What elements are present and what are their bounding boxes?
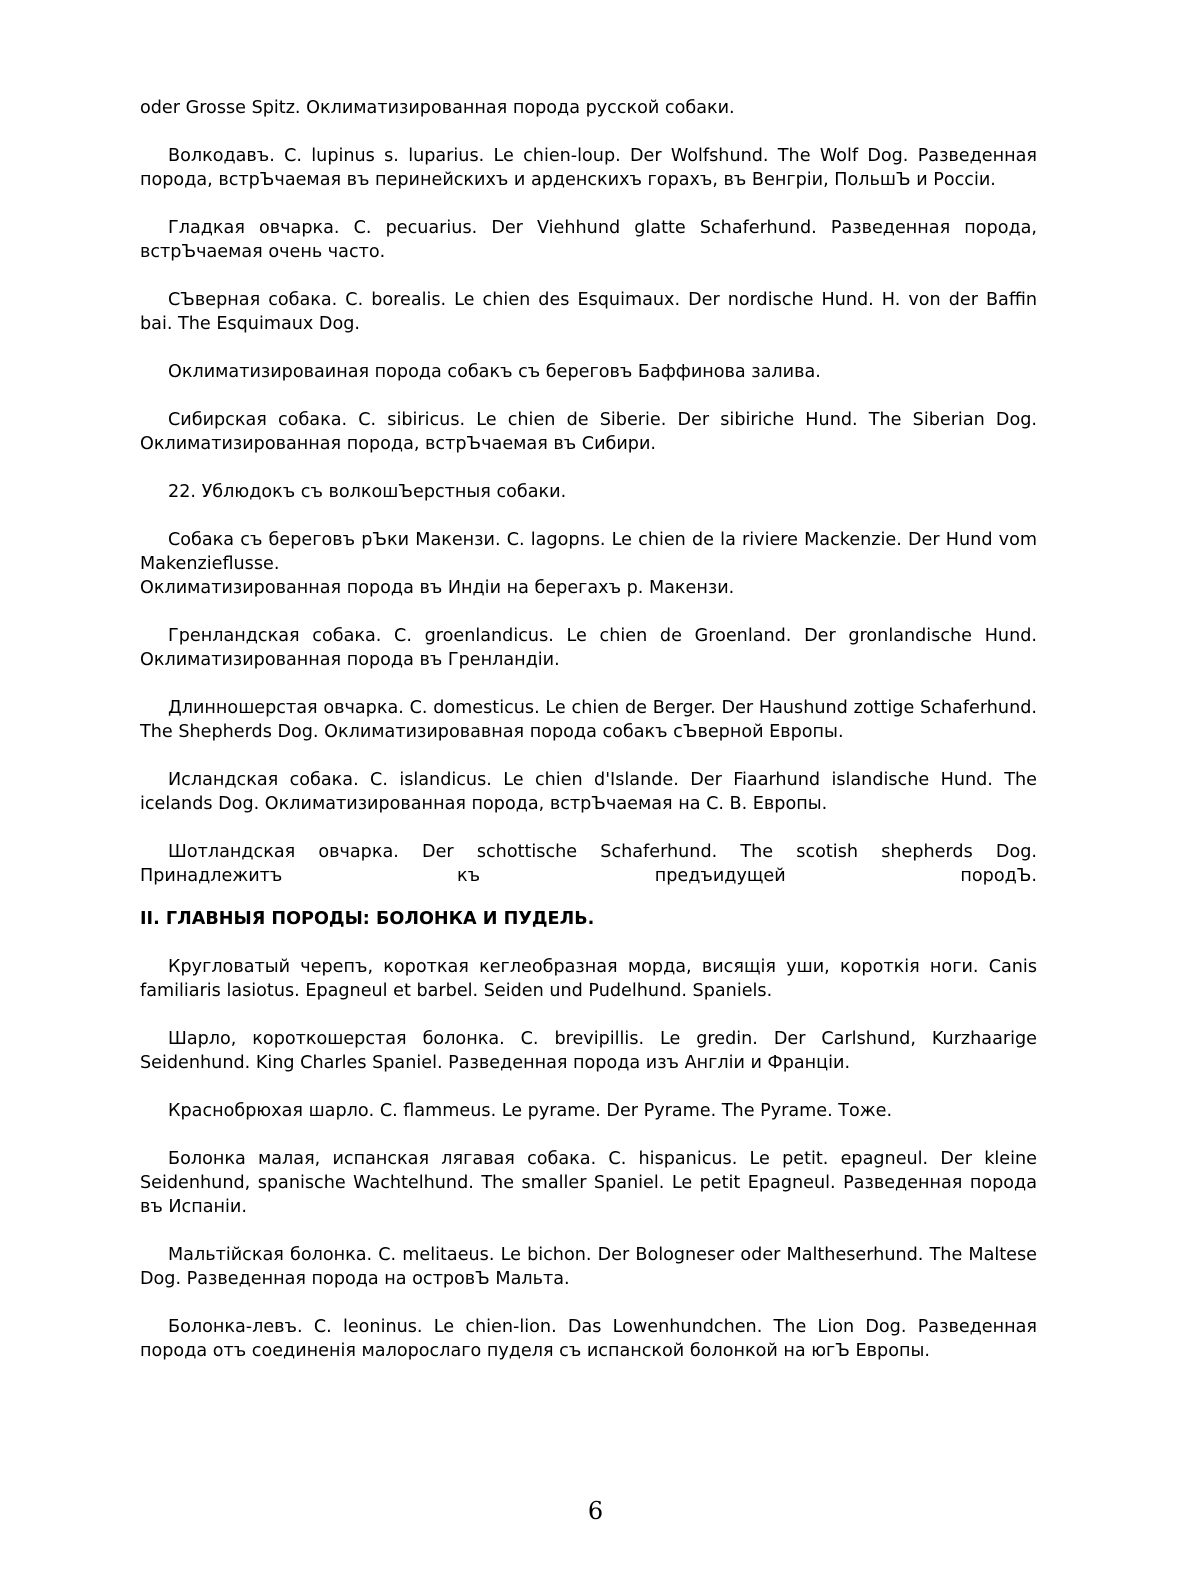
paragraph-baffin-breed: Оклиматизироваиная порода собакъ съ береговъ Баффинова залива.: [168, 362, 821, 382]
paragraph-iceland-dog: Исландская собака. С. islandicus. Le chien d'Islande. Der Fiaarhund islandische Hund. The icelands Dog. Оклиматизированная порода, встрЪчаемая на С. В. Европы.: [140, 770, 1037, 814]
mackenzie-line-1: Собака съ береговъ рЪки Макензи. С. lagopns. Le chien de la riviere Mackenzie. Der Hund vom Makenzieflusse.: [140, 530, 1037, 574]
paragraph-crossbreed: 22. Ублюдокъ съ волкошЪерстныя собаки.: [168, 482, 567, 502]
paragraph-smooth-sheepdog: Гладкая овчарка. С. pecuarius. Der Viehhund glatte Schaferhund. Разведенная порода, встрЪчаемая очень часто.: [140, 218, 1037, 262]
paragraph-mackenzie-dog: [140, 528, 1037, 600]
paragraph-wolfhound: Волкодавъ. С. lupinus s. luparius. Le chien-loup. Der Wolfshund. The Wolf Dog. Разведенная порода, встрЪчаемая въ перинейскихъ и арденскихъ горахъ, въ Венгрiи, ПольшЪ и Россiи.: [140, 146, 1037, 190]
paragraph-king-charles: Шарло, короткошерстая болонка. С. brevipillis. Le gredin. Der Carlshund, Kurzhaarige Seidenhund. King Charles Spaniel. Разведенная порода изъ Англiи и Францiи.: [140, 1029, 1037, 1073]
paragraph-lion-dog: Болонка-левъ. С. leoninus. Le chien-lion. Das Lowenhundchen. The Lion Dog. Разведенная порода отъ соединенiя малорослаго пуделя съ испанской болонкой на югЪ Европы.: [140, 1317, 1037, 1361]
document-page: [140, 96, 1037, 1387]
paragraph-pyrame: Краснобрюхая шарло. С. flammeus. Le pyrame. Der Pyrame. The Pyrame. Тоже.: [168, 1101, 893, 1121]
paragraph-small-spaniel: Болонка малая, испанская лягавая собака. С. hispanicus. Le petit. epagneul. Der kleine Seidenhund, spanische Wachtelhund. The smaller Spaniel. Le petit Epagneul. Разведенная порода въ Испанiи.: [140, 1149, 1037, 1217]
section-heading: II. ГЛАВНЫЯ ПОРОДЫ: БОЛОНКА И ПУДЕЛЬ.: [140, 909, 595, 929]
paragraph-longhair-sheepdog: Длинношерстая овчарка. С. domesticus. Le chien de Berger. Der Haushund zottige Schaferhund. The Shepherds Dog. Оклиматизировавная порода собакъ сЪверной Европы.: [140, 698, 1037, 742]
paragraph-greenland-dog: Гренландская собака. С. groenlandicus. Le chien de Groenland. Der gronlandische Hund. Оклиматизированная порода въ Гренландiи.: [140, 626, 1037, 670]
paragraph-spaniel-description: Кругловатый черепъ, короткая кеглеобразная морда, висящiя уши, короткiя ноги. Canis familiaris lasiotus. Epagneul et barbel. Seiden und Pudelhund. Spaniels.: [140, 957, 1037, 1001]
mackenzie-line-2: Оклиматизированная порода въ Индiи на берегахъ р. Макензи.: [140, 578, 735, 598]
paragraph-scottish-sheepdog: Шотландская овчарка. Der schottische Schaferhund. The scotish shepherds Dog. Принадлежитъ къ предъидущей породЪ.: [140, 842, 1037, 886]
paragraph-siberian-dog: Сибирская собака. С. sibiricus. Le chien de Siberie. Der sibiriche Hund. The Siberian Dog. Оклиматизированная порода, встрЪчаемая въ Сибири.: [140, 410, 1037, 454]
page-number: 6: [587, 1497, 604, 1525]
paragraph-maltese: Мальтiйская болонка. С. melitaeus. Le bichon. Der Bologneser oder Maltheserhund. The Maltese Dog. Разведенная порода на островЪ Мальта.: [140, 1245, 1037, 1289]
opening-line: oder Grosse Spitz. Оклиматизированная порода русской собаки.: [140, 98, 735, 118]
paragraph-northern-dog: СЪверная собака. С. borealis. Le chien des Esquimaux. Der nordische Hund. H. von der Baffin bai. The Esquimaux Dog.: [140, 290, 1037, 334]
